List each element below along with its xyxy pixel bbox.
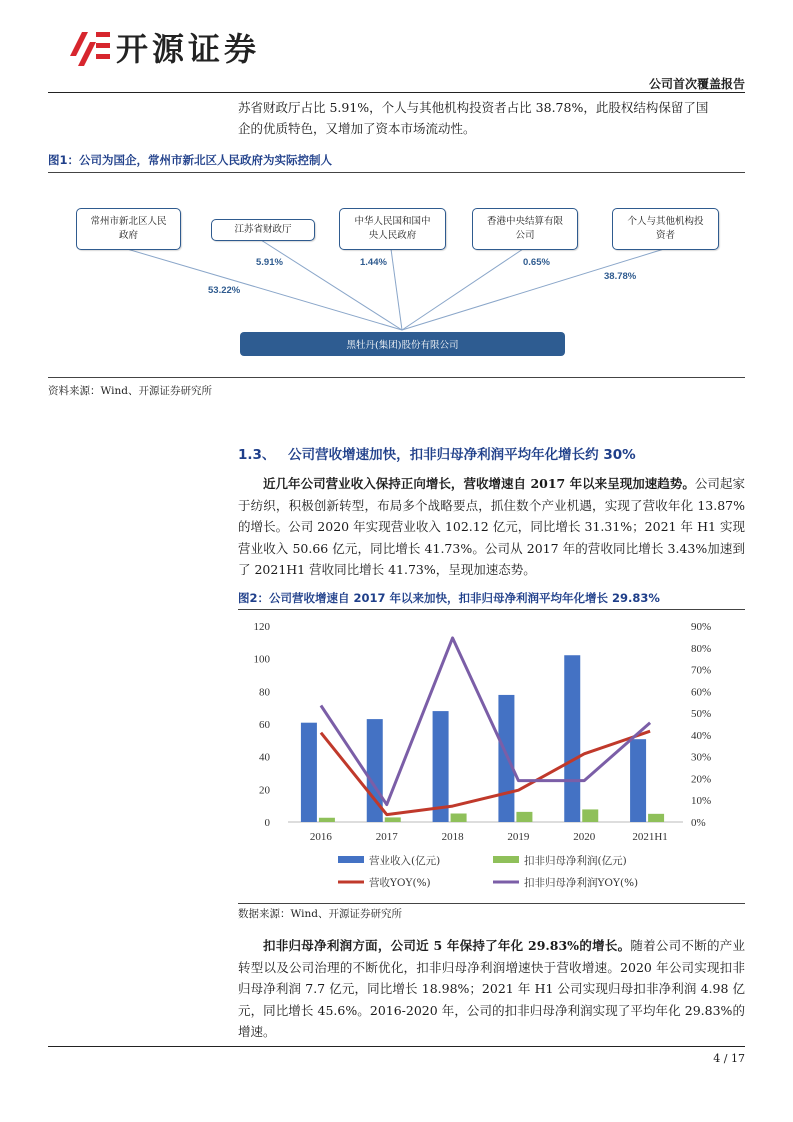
company-box: 黑牡丹(集团)股份有限公司: [240, 332, 565, 356]
page-number: 4 / 17: [713, 1052, 745, 1065]
bar-net-profit: [451, 814, 467, 822]
legend-swatch: [338, 856, 364, 863]
y-left-tick-label: 120: [253, 621, 270, 633]
y-left-tick-label: 60: [259, 719, 270, 731]
revenue-profit-chart: [238, 612, 745, 904]
paragraph-2: [238, 935, 745, 1043]
bar-net-profit: [385, 817, 401, 822]
x-tick-label: 2018: [441, 831, 464, 843]
paragraph-1-lead: 近几年公司营业收入保持正向增长，营收增速自 2017 年以来呈现加速趋势。: [263, 476, 695, 491]
shareholder-pct-2: 5.91%: [256, 257, 283, 268]
y-right-tick-label: 90%: [691, 621, 712, 633]
legend-swatch: [493, 856, 519, 863]
y-left-tick-label: 20: [259, 784, 270, 797]
section-title: [238, 443, 636, 463]
paragraph-1-body: 公司起家于纺织，积极创新转型，布局多个战略要点，抓住数个产业机遇，实现了营收年化 13.87%的增长。公司 2020 年实现营业收入 102.12 亿元，同比增长 31.31%；2021 年 H1 实现营业收入 50.66 亿元，同比增长 41.73%。公司从 2017 年的营收同比增长 3.43%加速到了 2021H1 营收同比增长 41.73%，呈现加速态势。: [238, 476, 745, 577]
legend-label: 扣非归母净利润(亿元): [524, 855, 627, 867]
x-tick-label: 2021H1: [632, 831, 668, 843]
y-right-tick-label: 0%: [691, 817, 706, 829]
paragraph-1: [238, 473, 745, 581]
y-right-tick-label: 70%: [691, 664, 712, 677]
y-left-tick-label: 40: [259, 751, 270, 764]
shareholder-pct-5: 38.78%: [604, 271, 637, 282]
bar-net-profit: [648, 814, 664, 822]
y-left-tick-label: 80: [259, 686, 270, 699]
intro-line-1: 苏省财政厅占比 5.91%，个人与其他机构投资者占比 38.78%，此股权结构保留了国: [238, 100, 709, 115]
figure-1-source: 资料来源：Wind、开源证券研究所: [48, 385, 212, 397]
legend-label: 营收YOY(%): [369, 877, 431, 889]
figure-2-top-rule: [238, 609, 745, 610]
bar-net-profit: [319, 818, 335, 822]
footer-divider: [48, 1046, 745, 1047]
shareholder-box-1: 常州市新北区人民 政府: [76, 208, 181, 250]
shareholder-box-2: 江苏省财政厅: [211, 219, 315, 241]
y-right-tick-label: 30%: [691, 751, 712, 764]
bar-revenue: [498, 695, 514, 822]
section-number: 1.3、: [238, 447, 276, 463]
bar-net-profit: [582, 809, 598, 822]
figure-1-title: 图1：公司为国企，常州市新北区人民政府为实际控制人: [48, 153, 332, 167]
shareholder-box-5: 个人与其他机构投 资者: [612, 208, 719, 250]
legend-label: 扣非归母净利润YOY(%): [524, 877, 639, 889]
paragraph-2-body: 随着公司不断的产业转型以及公司治理的不断优化，扣非归母净利润增速快于营收增速。2020 年公司实现扣非归母净利润 7.7 亿元，同比增长 18.98%；2021 年 H1 公司实现归母扣非净利润 4.98 亿元，同比增长 45.6%。2016-2020 年，公司的扣非归母净利润实现了平均年化 29.83%的增速。: [238, 938, 745, 1039]
shareholder-diagram-lines: [0, 0, 793, 380]
figure-2-bottom-rule: [238, 903, 745, 904]
bar-net-profit: [516, 812, 532, 822]
y-right-tick-label: 20%: [691, 773, 712, 786]
line-sh-2: [261, 240, 402, 330]
figure-2-title: 图2：公司营收增速自 2017 年以来加快，扣非归母净利润平均年化增长 29.83%: [238, 591, 660, 605]
y-right-tick-label: 40%: [691, 729, 712, 742]
section-heading: 公司营收增速加快，扣非归母净利润平均年化增长约 30%: [288, 447, 636, 463]
shareholder-box-3: 中华人民国和国中 央人民政府: [339, 208, 446, 250]
brand-name: 开源证券: [116, 30, 261, 68]
y-left-tick-label: 0: [264, 817, 270, 829]
bar-revenue: [564, 655, 580, 822]
bar-revenue: [301, 723, 317, 822]
bar-revenue: [630, 739, 646, 822]
legend-label: 营业收入(亿元): [369, 855, 441, 867]
bar-revenue: [433, 711, 449, 822]
line-sh-3: [391, 249, 402, 330]
figure-1-bottom-rule: [48, 377, 745, 378]
line-sh-4: [402, 249, 523, 330]
figure-2-source: 数据来源：Wind、开源证券研究所: [238, 908, 402, 920]
intro-line-2: 企的优质特色，又增加了资本市场流动性。: [238, 121, 476, 136]
report-type-label: 公司首次覆盖报告: [648, 77, 745, 91]
shareholder-pct-4: 0.65%: [523, 257, 550, 268]
shareholder-pct-3: 1.44%: [360, 257, 387, 268]
y-right-tick-label: 60%: [691, 686, 712, 699]
shareholder-box-4: 香港中央结算有限 公司: [472, 208, 578, 250]
x-tick-label: 2017: [375, 831, 398, 843]
y-right-tick-label: 10%: [691, 795, 712, 808]
x-tick-label: 2020: [573, 831, 596, 843]
y-right-tick-label: 80%: [691, 642, 712, 655]
x-tick-label: 2016: [309, 831, 332, 843]
shareholder-pct-1: 53.22%: [208, 285, 241, 296]
x-tick-label: 2019: [507, 831, 530, 843]
paragraph-2-lead: 扣非归母净利润方面，公司近 5 年保持了年化 29.83%的增长。: [263, 938, 631, 953]
y-left-tick-label: 100: [253, 653, 270, 666]
y-right-tick-label: 50%: [691, 708, 712, 721]
